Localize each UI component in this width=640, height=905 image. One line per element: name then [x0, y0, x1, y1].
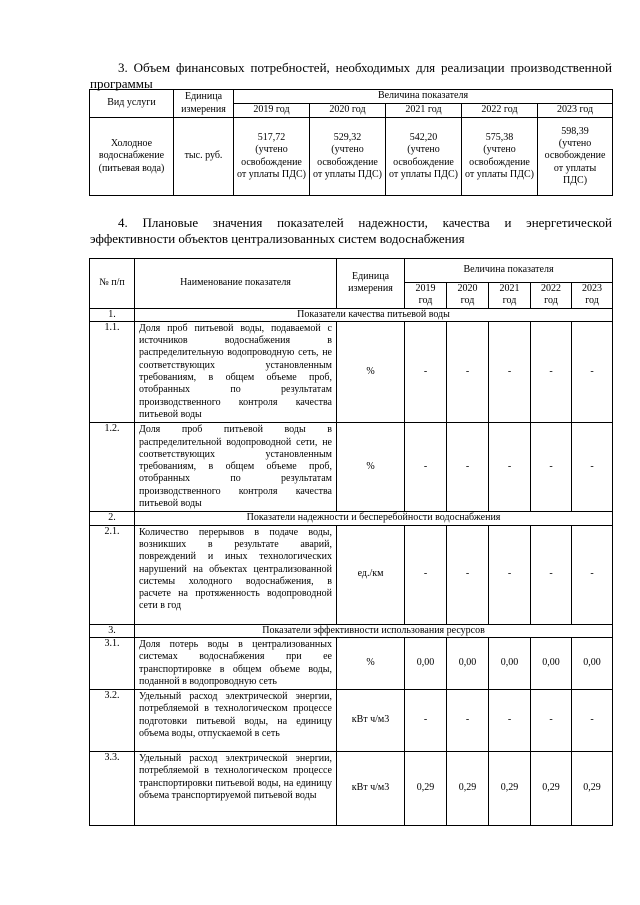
row-num: 3.1. [90, 637, 135, 689]
value-cell [234, 118, 310, 196]
indicator-name: Доля проб питьевой воды, подаваемой с источников водоснабжения в распределительную водопроводную сеть, не соответствующих установленным требованиям, в общем объеме проб, отобранных по результатам производственного контроля качества питьевой воды [135, 321, 337, 422]
section3-heading: 3. Объем финансовых потребностей, необходимых для реализации производственной программы [90, 60, 612, 91]
value-cell: - [572, 423, 613, 512]
value-cell: 0,29 [489, 752, 531, 826]
group-title: Показатели эффективности использования ресурсов [135, 624, 613, 637]
value-number: 542,20 [409, 131, 438, 143]
value-number: 517,72 [257, 131, 286, 143]
year-header: 2023 год [538, 104, 613, 118]
indicator-name: Доля потерь воды в централизованных системах водоснабжения при ее транспортировке в общем объеме воды, поданной в водопроводную сеть [135, 637, 337, 689]
year-header: 2019 год [234, 104, 310, 118]
value-cell: 0,00 [572, 637, 613, 689]
value-cell [310, 118, 386, 196]
value-cell [462, 118, 538, 196]
group-num: 2. [90, 512, 135, 525]
value-cell: - [447, 423, 489, 512]
value-cell: - [572, 525, 613, 624]
service-cell: Холодное водоснабжение (питьевая вода) [90, 118, 174, 196]
value-cell: - [447, 690, 489, 752]
row-num: 2.1. [90, 525, 135, 624]
value-cell: - [572, 690, 613, 752]
financial-needs-table [89, 89, 613, 196]
indicators-table [89, 258, 613, 826]
group-row [90, 512, 613, 525]
year-header: 2021 год [489, 283, 531, 309]
row-num: 3.3. [90, 752, 135, 826]
col-header-value: Величина показателя [405, 259, 613, 283]
row-num: 3.2. [90, 690, 135, 752]
unit-cell: тыс. руб. [174, 118, 234, 196]
value-note: (учтено освобождение от уплаты ПДС) [313, 144, 382, 180]
value-cell [386, 118, 462, 196]
group-num: 1. [90, 308, 135, 321]
group-title: Показатели качества питьевой воды [135, 308, 613, 321]
unit-cell: % [337, 321, 405, 422]
year-header: 2023 год [572, 283, 613, 309]
unit-cell: кВт ч/м3 [337, 690, 405, 752]
unit-cell: кВт ч/м3 [337, 752, 405, 826]
value-note: (учтено освобождение от уплаты ПДС) [237, 144, 306, 180]
value-note: (учтено освобождение от уплаты ПДС) [465, 144, 534, 180]
value-cell: - [489, 423, 531, 512]
unit-cell: ед./км [337, 525, 405, 624]
value-cell: 0,00 [447, 637, 489, 689]
group-row [90, 624, 613, 637]
value-cell: 0,29 [405, 752, 447, 826]
row-num: 1.1. [90, 321, 135, 422]
unit-cell: % [337, 423, 405, 512]
table-row [90, 118, 613, 196]
col-header-unit: Единица измерения [337, 259, 405, 309]
col-header-service: Вид услуги [90, 90, 174, 118]
value-number: 598,39 [561, 125, 589, 137]
table-row [90, 525, 613, 624]
value-cell: - [531, 525, 572, 624]
value-cell: - [405, 690, 447, 752]
value-cell: 0,29 [447, 752, 489, 826]
value-cell: 0,29 [572, 752, 613, 826]
value-cell: - [405, 525, 447, 624]
value-cell: - [447, 321, 489, 422]
value-cell: - [489, 690, 531, 752]
value-cell: - [531, 321, 572, 422]
table-row [90, 637, 613, 689]
value-cell: 0,00 [489, 637, 531, 689]
col-header-value: Величина показателя [234, 90, 613, 104]
indicator-name: Доля проб питьевой воды в распределительной водопроводной сети, не соответствующих установленным требованиям, в общем объеме проб, отобранных по результатам производственного контроля качества питьевой воды [135, 423, 337, 512]
row-num: 1.2. [90, 423, 135, 512]
value-number: 575,38 [485, 131, 514, 143]
year-header: 2020 год [447, 283, 489, 309]
value-cell [538, 118, 613, 196]
value-note: (учтено освобождение от уплаты ПДС) [389, 144, 458, 180]
year-header: 2020 год [310, 104, 386, 118]
year-header: 2022 год [462, 104, 538, 118]
col-header-name: Наименование показателя [135, 259, 337, 309]
value-cell: - [489, 321, 531, 422]
section4-heading: 4. Плановые значения показателей надежности, качества и энергетической эффективности объектов централизованных систем водоснабжения [90, 215, 612, 246]
year-header: 2022 год [531, 283, 572, 309]
unit-cell: % [337, 637, 405, 689]
table-row [90, 321, 613, 422]
value-cell: 0,00 [531, 637, 572, 689]
value-cell: - [405, 423, 447, 512]
value-cell: 0,00 [405, 637, 447, 689]
value-cell: 0,29 [531, 752, 572, 826]
year-header: 2021 год [386, 104, 462, 118]
value-cell: - [572, 321, 613, 422]
value-note: (учтено освобождение от уплаты ПДС) [544, 138, 606, 186]
year-header: 2019 год [405, 283, 447, 309]
value-cell: - [531, 690, 572, 752]
group-row [90, 308, 613, 321]
indicator-name: Удельный расход электрической энергии, потребляемой в технологическом процессе подготовки питьевой воды, на единицу объема воды, отпускаемой в сеть [135, 690, 337, 752]
table-row [90, 690, 613, 752]
col-header-num: № п/п [90, 259, 135, 309]
col-header-unit: Единица измерения [174, 90, 234, 118]
indicator-name: Количество перерывов в подаче воды, возникших в результате аварий, повреждений и иных технологических нарушений на объектах централизованной системы холодного водоснабжения, в расчете на протяженность водопроводной сети в год [135, 525, 337, 624]
value-number: 529,32 [333, 131, 362, 143]
group-num: 3. [90, 624, 135, 637]
table-row [90, 423, 613, 512]
table-row [90, 752, 613, 826]
indicator-name: Удельный расход электрической энергии, потребляемой в технологическом процессе транспортировки питьевой воды, на единицу объема транспортируемой питьевой воды [135, 752, 337, 826]
value-cell: - [447, 525, 489, 624]
value-cell: - [405, 321, 447, 422]
value-cell: - [489, 525, 531, 624]
group-title: Показатели надежности и бесперебойности водоснабжения [135, 512, 613, 525]
value-cell: - [531, 423, 572, 512]
